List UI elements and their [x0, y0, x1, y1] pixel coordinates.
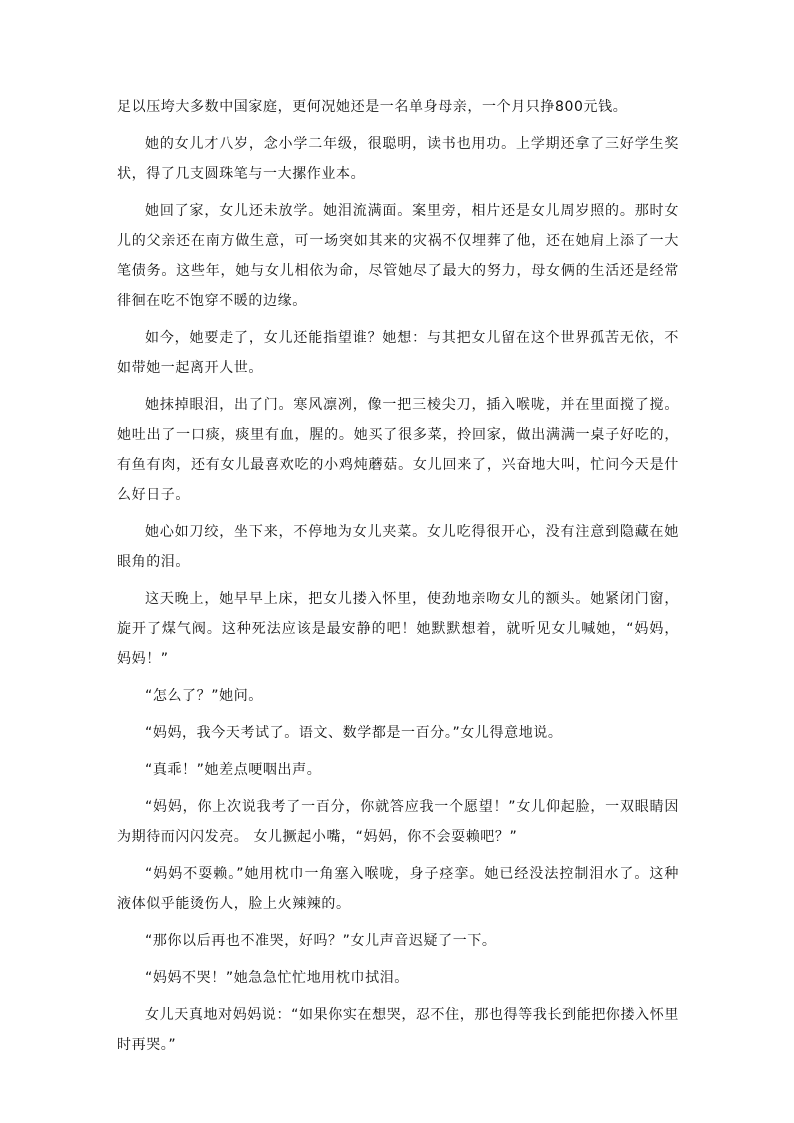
- paragraph: “妈妈，你上次说我考了一百分，你就答应我一个愿望！”女儿仰起脸，一双眼睛因为期待而闪闪发亮。 女儿撅起小嘴，“妈妈，你不会耍赖吧？”: [117, 799, 679, 845]
- paragraph: 她心如刀绞，坐下来，不停地为女儿夹菜。女儿吃得很开心，没有注意到隐藏在她眼角的泪。: [117, 524, 679, 570]
- paragraph: “妈妈不哭！”她急急忙忙地用枕巾拭泪。: [145, 970, 409, 986]
- paragraph: “妈妈不耍赖。”她用枕巾一角塞入喉咙，身子痉挛。她已经没法控制泪水了。这种液体似乎能烫伤人，脸上火辣辣的。: [117, 866, 679, 912]
- paragraph: “怎么了？”她问。: [145, 688, 263, 704]
- paragraph: “真乖！”她差点哽咽出声。: [145, 762, 322, 778]
- paragraph: “妈妈，我今天考试了。语文、数学都是一百分。”女儿得意地说。: [145, 725, 563, 741]
- story-text: [117, 92, 679, 1067]
- paragraph: 女儿天真地对妈妈说：“如果你实在想哭，忍不住，那也得等我长到能把你搂入怀里时再哭。”: [117, 1007, 679, 1053]
- paragraph: 她抹掉眼泪，出了门。寒风凛冽，像一把三棱尖刀，插入喉咙，并在里面搅了搅。她吐出了一口痰，痰里有血，腥的。她买了很多菜，拎回家，做出满满一桌子好吃的，有鱼有肉，还有女儿最喜欢吃的小鸡炖蘑菇。女儿回来了，兴奋地大叫，忙问今天是什么好日子。: [117, 397, 679, 503]
- paragraph: 这天晚上，她早早上床，把女儿搂入怀里，使劲地亲吻女儿的额头。她紧闭门窗，旋开了煤气阀。这种死法应该是最安静的吧！她默默想着，就听见女儿喊她，“妈妈，妈妈！”: [117, 591, 679, 667]
- paragraph: 足以压垮大多数中国家庭，更何况她还是一名单身母亲，一个月只挣800元钱。: [117, 99, 628, 115]
- paragraph: 她的女儿才八岁，念小学二年级，很聪明，读书也用功。上学期还拿了三好学生奖状，得了几支圆珠笔与一大摞作业本。: [117, 136, 679, 182]
- paragraph: 她回了家，女儿还未放学。她泪流满面。案里旁，相片还是女儿周岁照的。那时女儿的父亲还在南方做生意，可一场突如其来的灾祸不仅埋葬了他，还在她肩上添了一大笔债务。这些年，她与女儿相依为命，尽管她尽了最大的努力，母女俩的生活还是经常徘徊在吃不饱穿不暖的边缘。: [117, 203, 679, 309]
- paragraph: “那你以后再也不准哭，好吗？”女儿声音迟疑了一下。: [145, 933, 497, 949]
- paragraph: 如今，她要走了，女儿还能指望谁？她想：与其把女儿留在这个世界孤苦无依，不如带她一起离开人世。: [117, 330, 679, 376]
